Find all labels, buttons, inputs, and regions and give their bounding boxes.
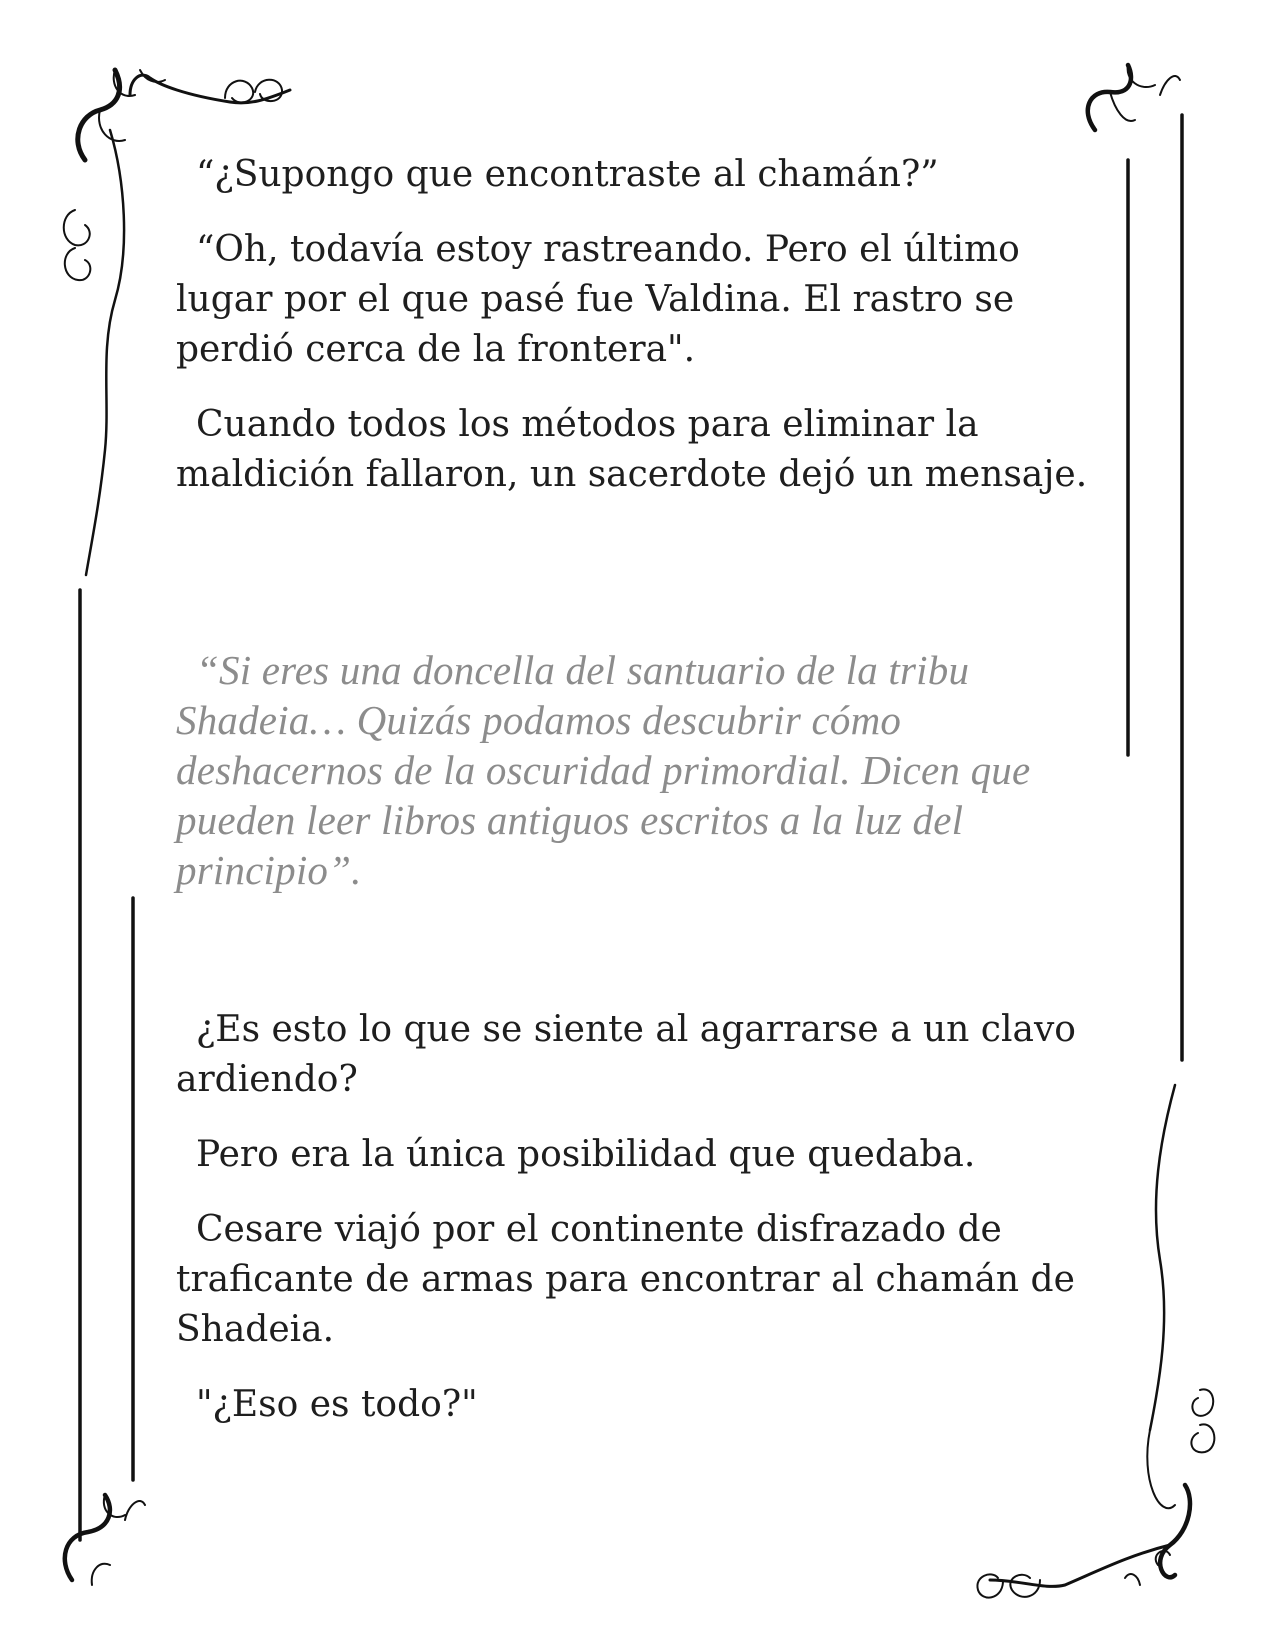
paragraph-dialogue-2: “Oh, todavía estoy rastreando. Pero el último lugar por el que pasé fue Valdina. El rastro se perdió cerca de la frontera". [176, 229, 1020, 370]
quoted-message: “Si eres una doncella del santuario de la tribu Shadeia… Quizás podamos descubrir cómo deshacernos de la oscuridad primordial. Dicen que pueden leer libros antiguos escritos a la luz del principio”. [176, 647, 1031, 893]
paragraph-dialogue-1: “¿Supongo que encontraste al chamán?” [196, 154, 939, 195]
paragraph-narration-2: ¿Es esto lo que se siente al agarrarse a un clavo ardiendo? [176, 1009, 1076, 1100]
paragraph-narration-3: Pero era la única posibilidad que quedaba. [196, 1134, 976, 1175]
paragraph-narration-4: Cesare viajó por el continente disfrazado de traficante de armas para encontrar al chamán de Shadeia. [176, 1209, 1075, 1350]
paragraph-dialogue-3: "¿Eso es todo?" [196, 1384, 478, 1425]
top-right-flourish-icon [1088, 65, 1180, 130]
bottom-left-flourish-icon [65, 1495, 145, 1585]
paragraph-narration-1: Cuando todos los métodos para eliminar la maldición fallaron, un sacerdote dejó un mensaje. [176, 404, 1088, 495]
